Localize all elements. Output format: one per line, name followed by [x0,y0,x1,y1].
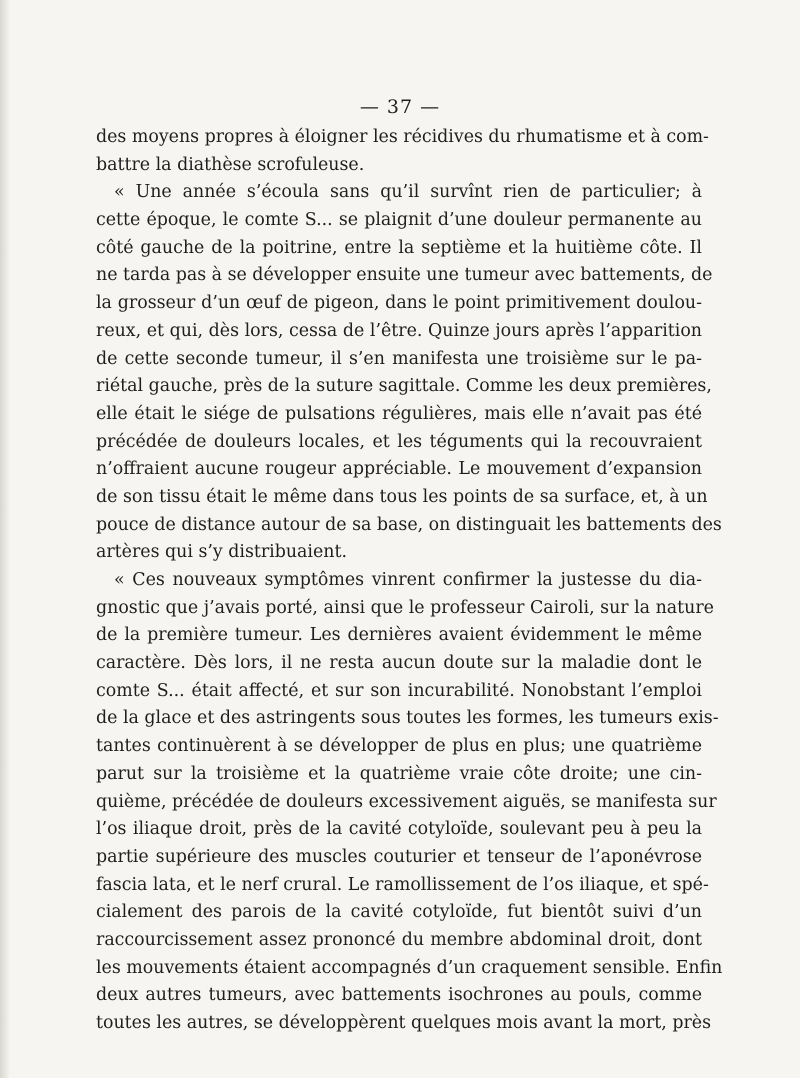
text-line: des moyens propres à éloigner les récidives du rhumatisme et à com- [96,127,709,147]
text-line: riétal gauche, près de la suture sagittale. Comme les deux premières, [96,376,712,397]
text-line: l’os iliaque droit, près de la cavité cotyloïde, soulevant peu à peu la [96,819,702,840]
page-number: — 37 — [359,96,441,118]
body-text [96,124,723,1038]
text-line: toutes les autres, se développèrent quelques mois avant la mort, près [96,1013,711,1033]
text-line: deux autres tumeurs, avec battements isochrones au pouls, comme [96,985,702,1006]
text-line: « Une année s’écoula sans qu’il survînt rien de particulier; à [114,182,702,203]
text-line: pouce de distance autour de sa base, on distinguait les battements des [96,514,722,535]
text-line: raccourcissement assez prononcé du membre abdominal droit, dont [96,929,702,950]
text-line: partie supérieure des muscles couturier et tenseur de l’aponévrose [96,846,702,867]
text-line: quième, précédée de douleurs excessivement aiguës, se manifesta sur [96,791,717,812]
text-line: de cette seconde tumeur, il s’en manifesta une troisième sur le pa- [96,348,702,369]
page-edge-shadow [0,0,10,1078]
text-line: comte S... était affecté, et sur son incurabilité. Nonobstant l’emploi [96,680,702,701]
text-line: précédée de douleurs locales, et les téguments qui la recouvraient [96,431,702,452]
text-line: elle était le siége de pulsations régulières, mais elle n’avait pas été [96,403,702,424]
text-line: de son tissu était le même dans tous les points de sa surface, et, à un [96,486,708,507]
text-line: gnostic que j’avais porté, ainsi que le professeur Cairoli, sur la nature [96,597,714,618]
text-line: tantes continuèrent à se développer de plus en plus; une quatrième [96,736,702,757]
text-line: la grosseur d’un œuf de pigeon, dans le point primitivement doulou- [96,293,702,314]
text-line: ne tarda pas à se développer ensuite une tumeur avec battements, de [96,265,713,286]
text-line: caractère. Dès lors, il ne resta aucun doute sur la maladie dont le [96,653,702,674]
text-line: de la première tumeur. Les dernières avaient évidemment le même [96,625,702,646]
text-line: artères qui s’y distribuaient. [96,542,348,563]
text-line: parut sur la troisième et la quatrième vraie côte droite; une cin- [96,763,702,784]
text-line: cette époque, le comte S... se plaignit d’une douleur permanente au [96,210,702,231]
text-line: côté gauche de la poitrine, entre la septième et la huitième côte. Il [96,237,702,258]
text-line: n’offraient aucune rougeur appréciable. Le mouvement d’expansion [96,459,702,480]
text-line: les mouvements étaient accompagnés d’un craquement sensible. Enfin [96,957,723,978]
text-line: reux, et qui, dès lors, cessa de l’être. Quinze jours après l’apparition [96,320,702,341]
text-line: fascia lata, et le nerf crural. Le ramollissement de l’os iliaque, et spé- [96,874,709,895]
text-line: cialement des parois de la cavité cotyloïde, fut bientôt suivi d’un [96,902,702,923]
text-line: de la glace et des astringents sous toutes les formes, les tumeurs exis- [96,708,719,729]
text-line: « Ces nouveaux symptômes vinrent confirmer la justesse du dia- [114,570,702,590]
text-line: battre la diathèse scrofuleuse. [96,154,365,175]
